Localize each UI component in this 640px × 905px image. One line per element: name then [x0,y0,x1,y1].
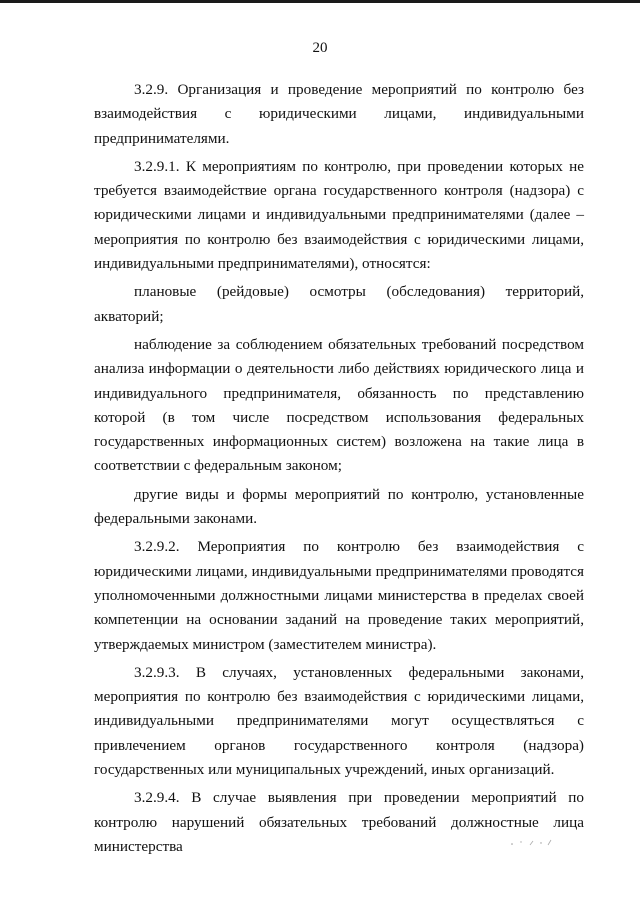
top-edge-rule [0,0,640,3]
paragraph-3-2-9-4: 3.2.9.4. В случае выявления при проведении мероприятий по контролю нарушений обязательных требований должностные лица министерства [94,789,584,855]
list-item-observation: наблюдение за соблюдением обязательных требований посредством анализа информации о деятельности либо действиях юридического лица и индивидуального предпринимателя, обязанность по представлению которой (в том числе посредством использования федеральных государственных информационных систем) возложена на такие лица в соответствии с федеральным законом; [94,335,584,475]
paragraph-3-2-9: 3.2.9. Организация и проведение мероприятий по контролю без взаимодействия с юридическими лицами, индивидуальными предпринимателями. [94,81,584,147]
page-number: 20 [312,40,328,56]
paragraph-3-2-9-3: 3.2.9.3. В случаях, установленных федеральными законами, мероприятия по контролю без взаимодействия с юридическими лицами, индивидуальными предпринимателями могут осуществляться с привлечением органов государственного контроля (надзора) государственных или муниципальных учреждений, иных организаций. [94,663,584,779]
paragraph-3-2-9-1: 3.2.9.1. К мероприятиям по контролю, при проведении которых не требуется взаимодействие органа государственного контроля (надзора) с юридическими лицами и индивидуальными предпринимателями (далее – мероприятия по контролю без взаимодействия с юридическими лицами, индивидуальными предпринимателями), относятся: [94,157,584,273]
scan-specks [508,836,558,848]
paragraph-3-2-9-2: 3.2.9.2. Мероприятия по контролю без взаимодействия с юридическими лицами, индивидуальными предпринимателями проводятся уполномоченными должностными лицами министерства в пределах своей компетенции на основании заданий на проведение таких мероприятий, утверждаемых министром (заместителем министра). [94,538,584,653]
list-item-inspections: плановые (рейдовые) осмотры (обследования) территорий, акваторий; [94,283,584,325]
document-body [94,78,584,863]
list-item-other-forms: другие виды и формы мероприятий по контролю, установленные федеральными законами. [94,485,584,528]
